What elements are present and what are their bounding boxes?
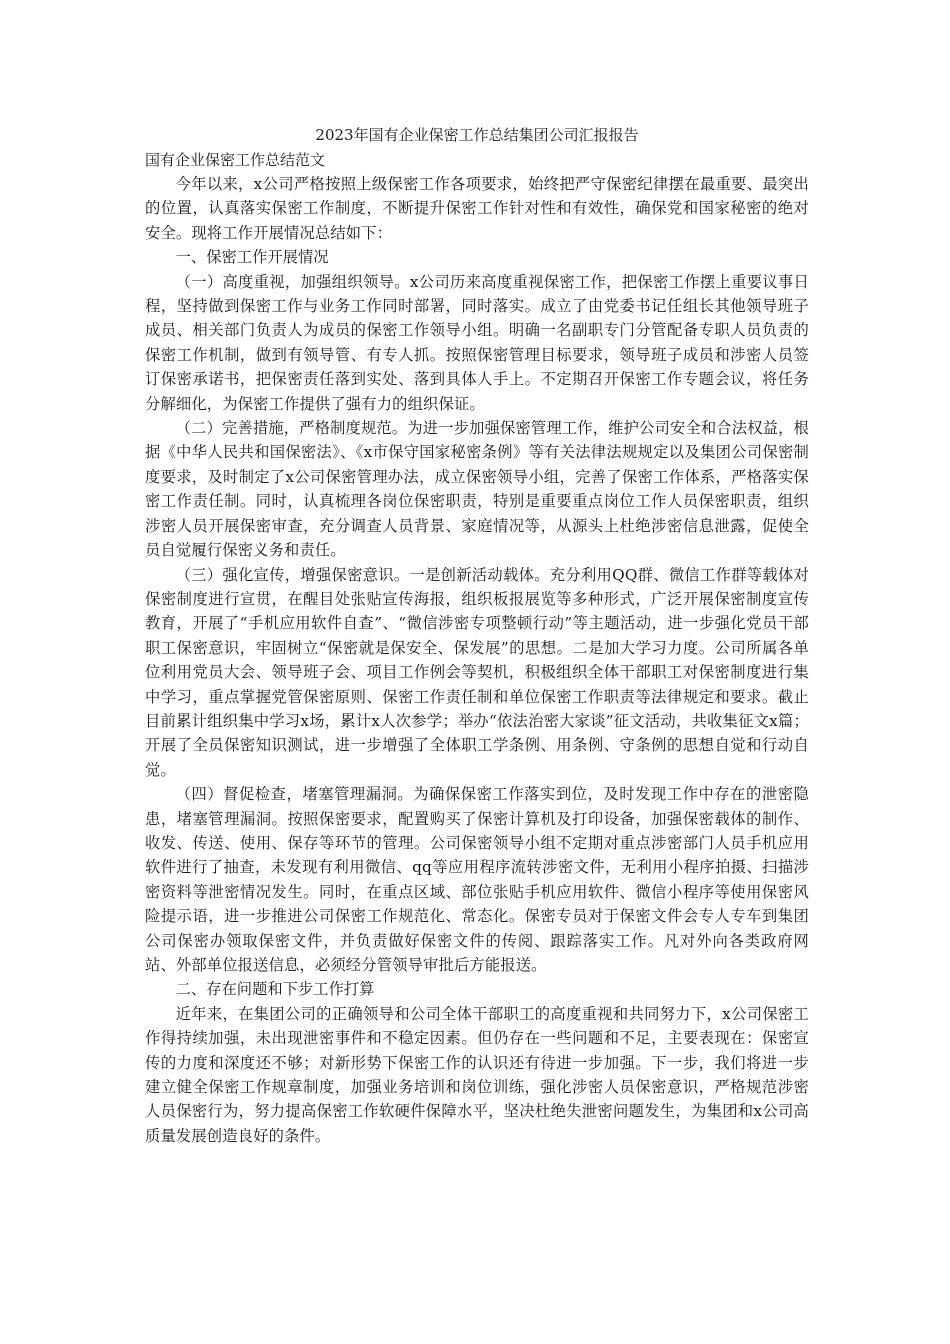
document-title: 2023年国有企业保密工作总结集团公司汇报报告 bbox=[315, 126, 639, 144]
paragraph-leadership: （一）高度重视，加强组织领导。x公司历来高度重视保密工作，把保密工作摆上重要议事日程，坚持做到保密工作与业务工作同时部署，同时落实。成立了由党委书记任组长其他领导班子成员、相关部门负责人为成员的保密工作领导小组。明确一名副职专门分管配备专职人员负责的保密工作机制，做到有领导管、有专人抓。按照保密管理目标要求，领导班子成员和涉密人员签订保密承诺书，把保密责任落到实处、落到具体人手上。不定期召开保密工作专题会议，将任务分解细化，为保密工作提供了强有力的组织保证。 bbox=[145, 272, 809, 413]
paragraph-measures: （二）完善措施，严格制度规范。为进一步加强保密管理工作，维护公司安全和合法权益，根据《中华人民共和国保密法》、《x市保守国家秘密条例》等有关法律法规规定以及集团公司保密制度要求，及时制定了x公司保密管理办法，成立保密领导小组，完善了保密工作体系，严格落实保密工作责任制。同时，认真梳理各岗位保密职责，特别是重要重点岗位工作人员保密职责，组织涉密人员开展保密审查，充分调查人员背景、家庭情况等，从源头上杜绝涉密信息泄露，促使全员自觉履行保密义务和责任。 bbox=[145, 419, 809, 560]
intro-paragraph: 今年以来，x公司严格按照上级保密工作各项要求，始终把严守保密纪律摆在最重要、最突出的位置，认真落实保密工作制度，不断提升保密工作针对性和有效性，确保党和国家秘密的绝对安全。现将工作开展情况总结如下： bbox=[145, 175, 809, 242]
paragraph-inspection: （四）督促检查，堵塞管理漏洞。为确保保密工作落实到位，及时发现工作中存在的泄密隐患，堵塞管理漏洞。按照保密要求，配置购买了保密计算机及打印设备，加强保密载体的制作、收发、传送、使用、保存等环节的管理。公司保密领导小组不定期对重点涉密部门人员手机应用软件进行了抽查，未发现有利用微信、qq等应用程序流转涉密文件，无利用小程序拍摄、扫描涉密资料等泄密情况发生。同时，在重点区域、部位张贴手机应用软件、微信小程序等使用保密风险提示语，进一步推进公司保密工作规范化、常态化。保密专员对于保密文件会专人专车到集团公司保密办领取保密文件，并负责做好保密文件的传阅、跟踪落实工作。凡对外向各类政府网站、外部单位报送信息，必须经分管领导审批后方能报送。 bbox=[145, 785, 809, 974]
section-heading-2: 二、存在问题和下步工作打算 bbox=[175, 980, 375, 999]
document-subtitle: 国有企业保密工作总结范文 bbox=[145, 151, 326, 169]
paragraph-problems-plans: 近年来，在集团公司的正确领导和公司全体干部职工的高度重视和共同努力下，x公司保密工作得持续加强，未出现泄密事件和不稳定因素。但仍存在一些问题和不足，主要表现在：保密宣传的力度和深度还不够；对新形势下保密工作的认识还有待进一步加强。下一步，我们将进一步建立健全保密工作规章制度，加强业务培训和岗位训练，强化涉密人员保密意识，严格规范涉密人员保密行为，努力提高保密工作软硬件保障水平，坚决杜绝失泄密问题发生，为集团和x公司高质量发展创造良好的条件。 bbox=[145, 1004, 809, 1145]
section-heading-1: 一、保密工作开展情况 bbox=[175, 248, 329, 267]
paragraph-publicity: （三）强化宣传，增强保密意识。一是创新活动载体。充分利用QQ群、微信工作群等载体对保密制度进行宣贯，在醒目处张贴宣传海报，组织板报展览等多种形式，广泛开展保密制度宣传教育，开展了“手机应用软件自查”、“微信涉密专项整顿行动”等主题活动，进一步强化党员干部职工保密意识，牢固树立“保密就是保安全、保发展”的思想。二是加大学习力度。公司所属各单位利用党员大会、领导班子会、项目工作例会等契机，积极组织全体干部职工对保密制度进行集中学习，重点掌握党管保密原则、保密工作责任制和单位保密工作职责等法律规定和要求。截止目前累计组织集中学习x场，累计x人次参学；举办“依法治密大家谈”征文活动，共收集征文x篇；开展了全员保密知识测试，进一步增强了全体职工学条例、用条例、守条例的思想自觉和行动自觉。 bbox=[145, 565, 809, 779]
document-content bbox=[145, 122, 809, 1148]
